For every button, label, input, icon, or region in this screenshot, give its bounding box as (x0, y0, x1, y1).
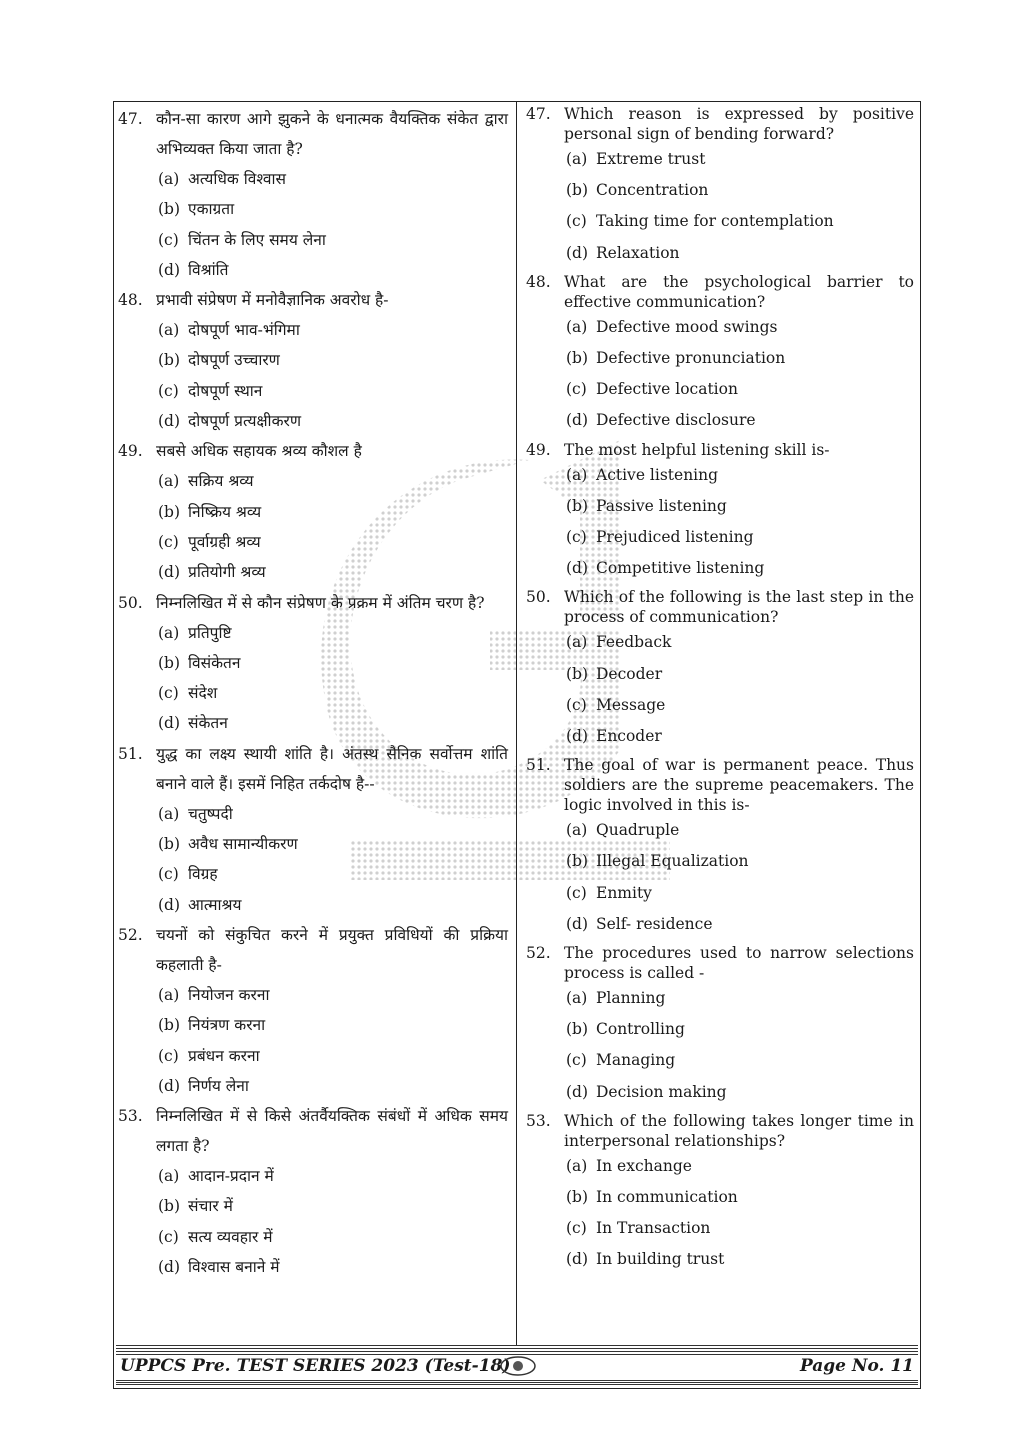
option-label: (b) (566, 349, 589, 368)
option-text: Decoder (596, 664, 663, 683)
option-a (118, 315, 508, 345)
option-text: Prejudiced listening (596, 528, 754, 547)
option-label: (c) (566, 883, 587, 902)
question-48 (526, 272, 914, 437)
option-text: Passive listening (596, 496, 727, 515)
option-c (526, 1045, 914, 1076)
option-text: In building trust (596, 1250, 725, 1269)
question-text: निम्नलिखित में से किसे अंतर्वैयक्तिक संबंधों में अधिक समय लगता है? (156, 1107, 508, 1156)
option-label: (a) (566, 317, 588, 336)
option-text: In communication (596, 1188, 738, 1207)
option-text: अत्यधिक विश्वास (188, 170, 287, 188)
question-number: 47. (526, 105, 551, 123)
option-label: (c) (158, 1046, 179, 1065)
option-a (118, 980, 508, 1010)
option-label: (c) (158, 381, 179, 400)
question-text: सबसे अधिक सहायक श्रव्य कौशल है (156, 442, 362, 461)
english-column (526, 104, 914, 1279)
option-label: (a) (158, 170, 180, 188)
question-number: 49. (118, 442, 143, 461)
option-text: सक्रिय श्रव्य (188, 472, 254, 491)
question-52 (526, 943, 914, 1108)
option-text: Encoder (596, 727, 662, 746)
option-d (118, 1071, 508, 1101)
option-text: Quadruple (596, 821, 680, 840)
option-label: (a) (566, 821, 588, 840)
question-text: What are the psychological barrier to effective communication? (564, 272, 914, 311)
option-c (526, 1213, 914, 1244)
option-d (118, 890, 508, 920)
question-text: कौन-सा कारण आगे झुकने के धनात्मक वैयक्तिक संकेत द्वारा अभिव्यक्त किया जाता है? (156, 110, 508, 158)
option-text: संदेश (188, 684, 218, 703)
option-b (118, 345, 508, 375)
question-number: 53. (526, 1111, 551, 1130)
question-text: Which of the following is the last step in the process of communication? (564, 588, 914, 627)
option-b (118, 1010, 508, 1040)
option-label: (a) (566, 1156, 588, 1175)
option-label: (c) (566, 212, 587, 231)
question-48 (118, 285, 508, 436)
option-text: Relaxation (596, 243, 680, 262)
option-text: Managing (596, 1051, 676, 1070)
option-a (526, 460, 914, 491)
option-text: आदान-प्रदान में (188, 1167, 274, 1186)
option-d (118, 708, 508, 738)
option-d (118, 255, 508, 285)
option-b (526, 491, 914, 522)
column-divider (516, 101, 517, 1345)
option-text: दोषपूर्ण स्थान (188, 381, 263, 400)
option-label: (a) (158, 321, 180, 340)
option-text: पूर्वाग्रही श्रव्य (188, 532, 261, 551)
option-label: (c) (566, 1219, 587, 1238)
option-text: Message (596, 695, 666, 714)
option-text: एकाग्रता (188, 200, 235, 219)
option-d (526, 553, 914, 584)
option-text: दोषपूर्ण भाव-भंगिमा (188, 321, 300, 340)
question-number: 52. (526, 944, 551, 963)
option-label: (d) (566, 411, 589, 430)
option-text: प्रतियोगी श्रव्य (188, 563, 266, 582)
question-number: 51. (118, 744, 143, 763)
option-label: (d) (566, 1250, 589, 1269)
option-label: (b) (158, 351, 181, 370)
option-d (118, 406, 508, 436)
option-c (526, 690, 914, 721)
option-label: (a) (566, 633, 588, 652)
question-text: The goal of war is permanent peace. Thus soldiers are the supreme peacemakers. The logic involved in this is- (564, 756, 914, 815)
option-text: संकेतन (188, 714, 228, 733)
option-label: (b) (158, 502, 181, 521)
option-text: Concentration (596, 181, 709, 200)
option-label: (c) (566, 1051, 587, 1070)
footer-page-number: Page No. 11 (799, 1356, 914, 1376)
option-label: (d) (566, 243, 589, 262)
option-label: (b) (158, 653, 181, 672)
option-label: (a) (158, 623, 180, 642)
option-label: (c) (566, 695, 587, 714)
option-text: Controlling (596, 1020, 685, 1039)
option-text: Self- residence (596, 914, 713, 933)
question-number: 51. (526, 756, 551, 775)
option-c (118, 376, 508, 406)
option-text: चतुष्पदी (188, 804, 233, 823)
option-label: (d) (158, 895, 181, 914)
option-label: (b) (566, 664, 589, 683)
question-number: 52. (118, 925, 143, 944)
option-label: (b) (158, 1197, 181, 1216)
question-number: 50. (526, 588, 551, 607)
option-label: (c) (158, 684, 179, 703)
option-b (118, 1191, 508, 1221)
option-text: Extreme trust (596, 150, 706, 168)
option-label: (d) (566, 559, 589, 578)
option-d (118, 557, 508, 587)
question-number: 49. (526, 440, 551, 459)
option-text: Defective location (596, 380, 738, 399)
option-a (526, 144, 914, 175)
option-label: (c) (566, 380, 587, 399)
option-text: प्रतिपुष्टि (188, 623, 232, 642)
option-c (526, 522, 914, 553)
option-label: (b) (566, 1020, 589, 1039)
option-b (118, 194, 508, 224)
option-label: (d) (158, 1258, 181, 1277)
option-a (526, 815, 914, 846)
option-d (526, 1244, 914, 1275)
option-text: दोषपूर्ण प्रत्यक्षीकरण (188, 412, 302, 431)
question-number: 48. (526, 272, 551, 291)
question-51 (118, 739, 508, 920)
question-49 (526, 440, 914, 585)
option-text: Illegal Equalization (596, 852, 749, 871)
option-c (526, 374, 914, 405)
option-d (526, 1077, 914, 1108)
option-text: Competitive listening (596, 559, 765, 578)
option-label: (b) (158, 200, 181, 219)
option-text: Defective mood swings (596, 317, 778, 336)
option-b (118, 829, 508, 859)
option-a (526, 983, 914, 1014)
option-d (526, 909, 914, 940)
question-number: 50. (118, 593, 143, 612)
option-label: (d) (158, 1076, 181, 1095)
option-label: (c) (158, 865, 179, 884)
option-c (118, 1041, 508, 1071)
question-text: Which reason is expressed by positive personal sign of bending forward? (564, 105, 914, 143)
option-text: Taking time for contemplation (596, 212, 834, 231)
option-label: (a) (566, 465, 588, 484)
option-c (118, 678, 508, 708)
question-47 (526, 104, 914, 269)
option-label: (b) (566, 1188, 589, 1207)
option-label: (a) (158, 804, 180, 823)
question-50 (118, 588, 508, 739)
option-d (526, 405, 914, 436)
hindi-column (118, 104, 508, 1282)
question-text: The procedures used to narrow selections process is called - (564, 944, 914, 983)
question-text: The most helpful listening skill is- (564, 440, 830, 459)
option-text: विसंकेतन (188, 653, 241, 672)
option-text: विश्वास बनाने में (188, 1258, 280, 1277)
option-text: सत्य व्यवहार में (188, 1227, 273, 1246)
option-c (118, 527, 508, 557)
question-text: चयनों को संकुचित करने में प्रयुक्त प्रविधियों की प्रक्रिया कहलाती है- (156, 925, 508, 974)
option-text: Defective pronunciation (596, 349, 786, 368)
question-53 (118, 1101, 508, 1282)
option-label: (b) (566, 496, 589, 515)
option-a (118, 164, 508, 194)
option-text: Decision making (596, 1082, 727, 1101)
option-label: (b) (566, 852, 589, 871)
option-label: (a) (566, 150, 588, 168)
option-label: (d) (566, 914, 589, 933)
footer-rule (116, 1345, 918, 1355)
question-text: युद्ध का लक्ष्य स्थायी शांति है। अंतस्थ सैनिक सर्वोत्तम शांति बनाने वाले हैं। इसमें निहित तर्कदोष है-- (156, 744, 508, 793)
option-label: (c) (158, 1227, 179, 1246)
option-text: In Transaction (596, 1219, 711, 1238)
option-text: आत्माश्रय (188, 895, 242, 914)
option-text: निर्णय लेना (188, 1076, 249, 1095)
option-c (526, 206, 914, 237)
option-c (526, 878, 914, 909)
question-number: 53. (118, 1107, 143, 1126)
option-text: प्रबंधन करना (188, 1046, 260, 1065)
option-label: (b) (158, 835, 181, 854)
option-b (118, 648, 508, 678)
option-a (118, 618, 508, 648)
option-text: नियोजन करना (188, 985, 270, 1004)
question-number: 47. (118, 110, 143, 128)
option-label: (d) (158, 714, 181, 733)
option-d (526, 238, 914, 269)
option-label: (d) (158, 412, 181, 431)
option-label: (c) (158, 230, 179, 249)
question-53 (526, 1111, 914, 1276)
option-a (118, 466, 508, 496)
question-52 (118, 920, 508, 1101)
option-text: Planning (596, 989, 666, 1008)
footer-series-title: UPPCS Pre. TEST SERIES 2023 (Test-18) (120, 1356, 511, 1376)
option-d (118, 1252, 508, 1282)
option-text: Defective disclosure (596, 411, 756, 430)
option-b (526, 846, 914, 877)
question-text: निम्नलिखित में से कौन संप्रेषण के प्रक्रम में अंतिम चरण है? (156, 593, 485, 612)
option-text: Enmity (596, 883, 652, 902)
option-label: (d) (566, 1082, 589, 1101)
option-label: (c) (566, 528, 587, 547)
option-b (526, 1182, 914, 1213)
option-label: (a) (158, 985, 180, 1004)
option-a (118, 799, 508, 829)
option-text: विश्रांति (188, 260, 229, 279)
option-b (118, 497, 508, 527)
option-label: (b) (566, 181, 589, 200)
option-a (526, 1151, 914, 1182)
option-b (526, 175, 914, 206)
option-label: (a) (158, 472, 180, 491)
option-b (526, 1014, 914, 1045)
option-text: अवैध सामान्यीकरण (188, 835, 298, 854)
question-text: प्रभावी संप्रेषण में मनोवैज्ञानिक अवरोध है- (156, 291, 389, 310)
option-label: (a) (158, 1167, 180, 1186)
option-b (526, 659, 914, 690)
option-a (526, 312, 914, 343)
question-number: 48. (118, 291, 143, 310)
option-label: (c) (158, 532, 179, 551)
footer-bottom-rule (116, 1380, 918, 1385)
option-label: (d) (158, 260, 181, 279)
question-51 (526, 755, 914, 940)
question-50 (526, 587, 914, 752)
option-b (526, 343, 914, 374)
option-label: (d) (566, 727, 589, 746)
option-c (118, 225, 508, 255)
option-text: Active listening (596, 465, 719, 484)
option-text: विग्रह (188, 865, 218, 884)
option-text: In exchange (596, 1156, 692, 1175)
option-label: (a) (566, 989, 588, 1008)
option-text: संचार में (188, 1197, 233, 1216)
option-a (118, 1161, 508, 1191)
option-label: (b) (158, 1016, 181, 1035)
option-label: (d) (158, 563, 181, 582)
option-c (118, 1222, 508, 1252)
option-text: नियंत्रण करना (188, 1016, 266, 1035)
publisher-logo-icon (498, 1355, 538, 1377)
option-text: Feedback (596, 633, 672, 652)
question-49 (118, 436, 508, 587)
question-47 (118, 104, 508, 285)
question-text: Which of the following takes longer time in interpersonal relationships? (564, 1111, 914, 1150)
option-c (118, 859, 508, 889)
option-d (526, 721, 914, 752)
option-text: निष्क्रिय श्रव्य (188, 502, 262, 521)
option-text: दोषपूर्ण उच्चारण (188, 351, 280, 370)
option-a (526, 627, 914, 658)
option-text: चिंतन के लिए समय लेना (188, 230, 326, 249)
